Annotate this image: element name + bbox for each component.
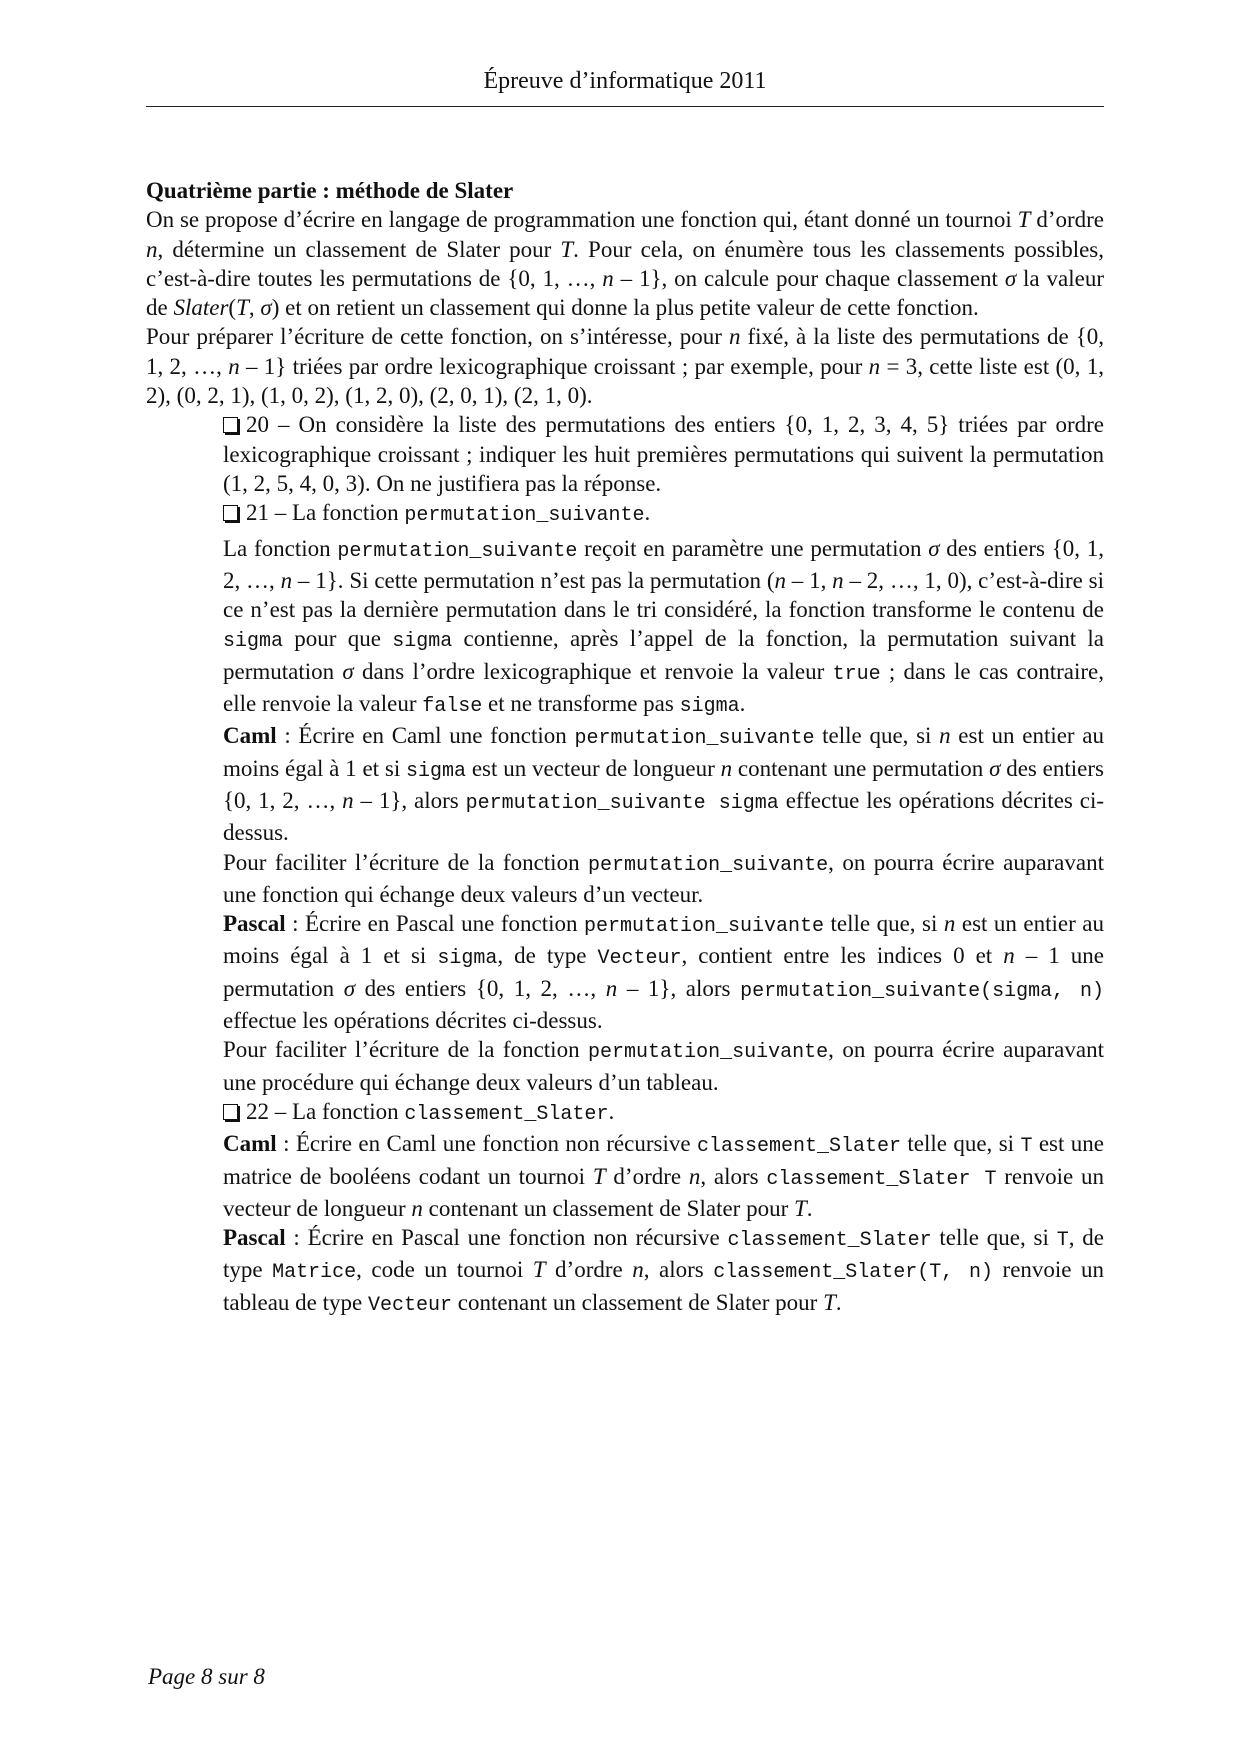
code-identifier: classement_Slater <box>404 1102 609 1126</box>
text-run: – 1}, alors <box>617 975 741 1001</box>
text-run: des entiers {0, 1, 2, …, <box>355 975 606 1001</box>
math-italic: T <box>793 1195 807 1221</box>
math-italic: T <box>1017 207 1031 233</box>
text-run: – 1} triées par ordre lexicographique croissant ; par exemple, pour <box>239 353 869 379</box>
text-run: contienne, après l’appel de la fonction, la permutation suivant la permutation <box>223 626 1104 684</box>
math-italic: n <box>228 353 240 379</box>
text-run: . <box>608 1098 615 1124</box>
math-italic: σ <box>989 755 1001 781</box>
text-run: Pour faciliter l’écriture de la fonction <box>223 849 589 875</box>
text-run: – 2, …, 1, 0), c’est-à-dire si ce n’est pas la dernière permutation dans le tri considéré, la fonction transforme le contenu de <box>223 567 1105 623</box>
text-run: , code un tournoi <box>356 1257 533 1283</box>
paragraph <box>223 909 1104 1035</box>
text-run: ; dans le cas contraire, elle renvoie la valeur <box>223 658 1104 717</box>
text-run: . <box>806 1195 813 1221</box>
math-italic: n <box>728 324 741 350</box>
text-run: est un vecteur de longueur <box>466 755 721 781</box>
paragraph <box>223 848 1104 910</box>
text-run: reçoit en paramètre une permutation <box>577 535 929 561</box>
math-italic: T <box>592 1163 606 1189</box>
code-identifier: permutation_suivante <box>574 727 815 751</box>
text-run: , de type <box>223 1225 1104 1283</box>
text-run: d’ordre <box>1030 207 1105 233</box>
code-identifier: sigma <box>406 759 467 783</box>
bold-label: Caml <box>223 723 277 749</box>
math-italic: T <box>236 295 249 321</box>
text-run: est un entier au moins égal à 1 et si <box>223 911 1104 969</box>
code-identifier: permutation_suivante <box>404 504 645 528</box>
code-identifier: T <box>1056 1229 1069 1253</box>
question-item <box>223 410 1104 498</box>
paragraph <box>223 1223 1104 1320</box>
math-italic: σ <box>928 535 940 561</box>
text-run: – 1}, on calcule pour chaque classement <box>613 265 1005 291</box>
text-run: 21 – La fonction <box>246 500 405 526</box>
math-italic: n <box>943 911 956 937</box>
code-identifier: permutation_suivante <box>588 1041 829 1065</box>
text-run: 20 – On considère la liste des permutations des entiers {0, 1, 2, 3, 4, 5} triées par ordre lexicographique croissant ; indiquer les huit premières permutations qui suivent la permutation (1, 2, 5, 4, 0, 3). On ne justifiera pas la réponse. <box>223 412 1104 496</box>
question-item <box>223 498 1104 530</box>
math-italic: n <box>602 265 614 291</box>
code-identifier: permutation_suivante <box>583 915 825 939</box>
text-run: effectue les opérations décrites ci-dessus. <box>223 787 1104 846</box>
bold-label: Caml <box>223 1131 277 1157</box>
code-identifier: classement_Slater <box>727 1229 932 1253</box>
section-heading <box>146 176 1104 205</box>
text-run: pour que <box>283 626 393 652</box>
text-run: On se propose d’écrire en langage de programmation une fonction qui, étant donné un tournoi <box>146 207 1018 233</box>
math-italic: n <box>632 1257 644 1283</box>
code-identifier: Matrice <box>272 1261 357 1285</box>
code-identifier: classement_Slater <box>696 1135 901 1159</box>
math-italic: T <box>532 1257 546 1283</box>
header-rule <box>146 106 1104 107</box>
text-run: – 1 une permutation <box>223 943 1104 1001</box>
text-run: : Écrire en Pascal une fonction non récursive <box>285 1225 728 1251</box>
math-italic: n <box>868 353 881 379</box>
text-run: Quatrième partie : méthode de Slater <box>146 178 514 203</box>
text-run: 22 – La fonction <box>246 1098 405 1124</box>
code-identifier: classement_Slater T <box>766 1167 997 1191</box>
math-italic: n <box>605 975 618 1001</box>
math-italic: n <box>342 787 354 813</box>
text-run: telle que, si <box>900 1131 1021 1157</box>
text-run: , alors <box>700 1163 767 1189</box>
code-identifier: true <box>832 662 881 686</box>
text-run: = 3, cette liste est (0, 1, 2), (0, 2, 1), (1, 0, 2), (1, 2, 0), (2, 0, 1), (2, 1, 0). <box>146 353 1104 409</box>
question-item <box>223 1097 1104 1129</box>
text-run: telle que, si <box>814 723 940 749</box>
paragraph <box>146 205 1104 322</box>
paragraph <box>223 1129 1104 1223</box>
paragraph <box>146 322 1104 410</box>
text-run: – 1}. Si cette permutation n’est pas la permutation ( <box>292 567 775 593</box>
text-run: d’ordre <box>605 1163 689 1189</box>
code-identifier: Vecteur <box>597 947 682 971</box>
math-italic: n <box>720 755 733 781</box>
text-run: ) et on retient un classement qui donne la plus petite valeur de cette fonction. <box>271 295 979 321</box>
paragraph <box>223 721 1104 847</box>
text-run: Pour faciliter l’écriture de la fonction <box>223 1037 589 1063</box>
page-header: Épreuve d’informatique 2011 <box>483 68 767 94</box>
math-italic: n <box>146 236 158 262</box>
text-run: renvoie un vecteur de longueur <box>223 1163 1105 1221</box>
text-run: telle que, si <box>824 911 944 937</box>
text-run: d’ordre <box>545 1257 633 1283</box>
math-italic: T <box>823 1289 836 1315</box>
text-run: , contient entre les indices 0 et <box>681 943 1004 969</box>
code-identifier: Vecteur <box>367 1293 452 1317</box>
code-identifier: T <box>1020 1135 1033 1159</box>
text-run: contenant un classement de Slater pour <box>422 1195 794 1221</box>
text-run: , <box>248 295 261 321</box>
math-italic: σ <box>342 658 354 684</box>
text-run: la valeur de <box>146 265 1104 321</box>
math-italic: n <box>774 567 786 593</box>
text-run: est une matrice de booléens codant un tournoi <box>223 1131 1104 1189</box>
text-run: , on pourra écrire auparavant une procédure qui échange deux valeurs d’un tableau. <box>223 1037 1104 1095</box>
text-run: : Écrire en Caml une fonction <box>276 723 575 749</box>
text-run: et ne transforme pas <box>482 691 680 717</box>
text-run: telle que, si <box>931 1225 1057 1251</box>
text-run: contenant un classement de Slater pour <box>451 1289 824 1315</box>
math-italic: n <box>411 1195 423 1221</box>
text-run: contenant une permutation <box>732 755 990 781</box>
text-run: . <box>835 1289 842 1315</box>
paragraph <box>223 1035 1104 1097</box>
text-run: La fonction <box>223 535 338 561</box>
code-identifier: permutation_suivante <box>337 539 578 563</box>
paragraph <box>223 534 1104 722</box>
text-run: , alors <box>643 1257 714 1283</box>
code-identifier: sigma <box>223 630 284 654</box>
checkbox-square-icon <box>223 417 238 433</box>
text-run: Pour préparer l’écriture de cette fonction, on s’intéresse, pour <box>146 324 729 350</box>
bold-label: Pascal <box>223 1225 286 1251</box>
text-run: , on pourra écrire auparavant une fonction qui échange deux valeurs d’un vecteur. <box>223 849 1104 907</box>
math-italic: n <box>832 567 844 593</box>
code-identifier: false <box>422 695 483 719</box>
math-italic: n <box>688 1163 701 1189</box>
text-run: . <box>644 500 651 526</box>
text-run: fixé, à la liste des permutations de {0, 1, 2, …, <box>146 324 1105 379</box>
math-italic: σ <box>343 975 356 1001</box>
code-identifier: sigma <box>437 947 498 971</box>
text-run: : Écrire en Pascal une fonction <box>285 911 584 937</box>
text-run: ( <box>228 295 237 321</box>
text-run: – 1}, alors <box>353 787 466 813</box>
math-italic: T <box>560 236 574 262</box>
text-run: dans l’ordre lexicographique et renvoie la valeur <box>353 658 833 684</box>
text-run: des entiers {0, 1, 2, …, <box>223 535 1105 593</box>
text-run: . <box>739 691 746 717</box>
checkbox-square-icon <box>223 1104 238 1120</box>
math-italic: Slater <box>173 295 229 321</box>
text-run: des entiers {0, 1, 2, …, <box>223 755 1104 813</box>
text-run: , détermine un classement de Slater pour <box>157 236 561 262</box>
code-identifier: sigma <box>679 695 740 719</box>
text-run: effectue les opérations décrites ci-dessus. <box>223 1008 603 1034</box>
page-footer: Page 8 sur 8 <box>148 1664 265 1689</box>
math-italic: σ <box>260 295 272 321</box>
code-identifier: permutation_suivante(sigma, n) <box>740 979 1105 1003</box>
code-identifier: classement_Slater(T, n) <box>713 1261 994 1285</box>
checkbox-square-icon <box>223 505 238 521</box>
text-run: est un entier au moins égal à 1 et si <box>223 723 1104 781</box>
math-italic: n <box>939 723 951 749</box>
math-italic: n <box>1003 943 1015 969</box>
code-identifier: permutation_suivante sigma <box>465 791 779 815</box>
text-run: – 1, <box>785 567 833 593</box>
text-run: renvoie un tableau de type <box>223 1257 1105 1315</box>
text-run: , de type <box>497 943 598 969</box>
text-run: . Pour cela, on énumère tous les classements possibles, c’est-à-dire toutes les permutations de {0, 1, …, <box>146 236 1104 291</box>
math-italic: n <box>280 567 293 593</box>
document-body <box>146 176 1104 1320</box>
math-italic: σ <box>1004 265 1017 291</box>
code-identifier: permutation_suivante <box>588 853 829 877</box>
bold-label: Pascal <box>223 911 286 937</box>
text-run: : Écrire en Caml une fonction non récursive <box>276 1131 697 1157</box>
code-identifier: sigma <box>392 630 453 654</box>
